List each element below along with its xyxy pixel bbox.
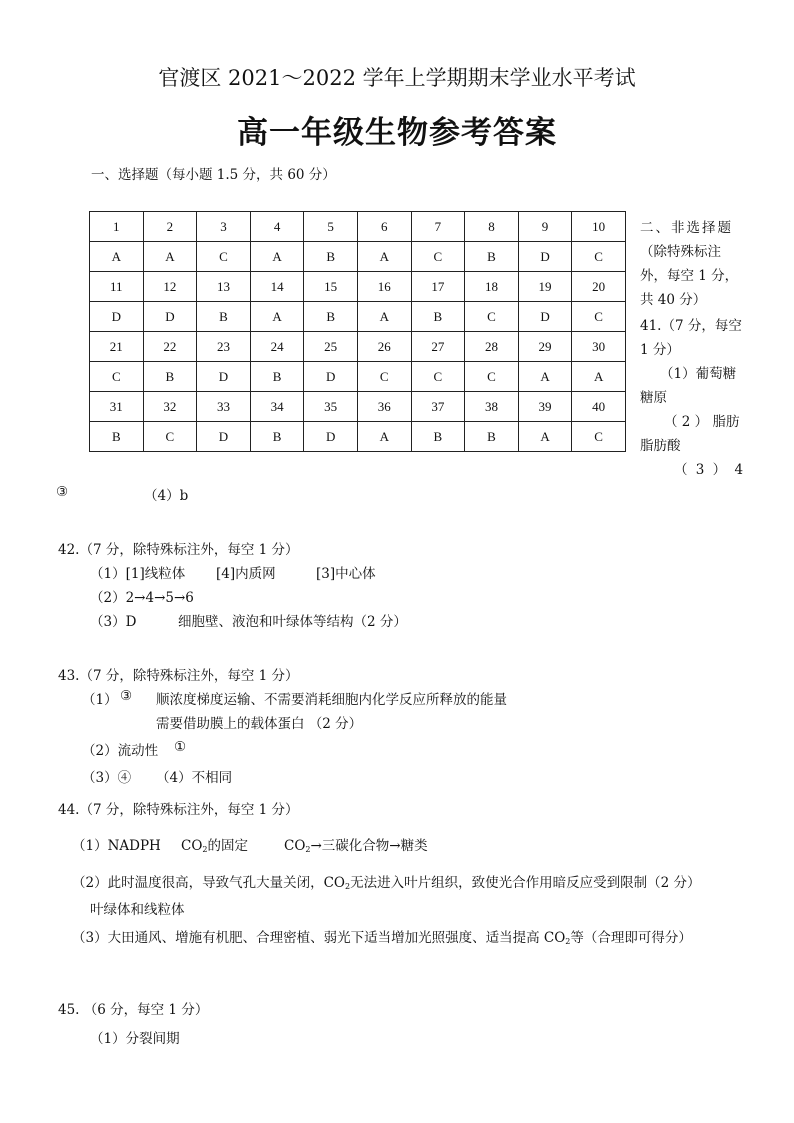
question-number-cell: 6: [357, 212, 411, 242]
question-number-cell: 27: [411, 332, 465, 362]
question-number-cell: 25: [304, 332, 358, 362]
question-number-cell: 36: [357, 392, 411, 422]
q44-line1-b: $CO_2$的固定: [181, 838, 248, 854]
question-number-cell: 31: [90, 392, 144, 422]
document-subtitle: 高一年级生物参考答案: [237, 115, 557, 151]
question-number-cell: 39: [518, 392, 572, 422]
q41-answer-2a: （ 2 ） 脂肪: [664, 414, 740, 430]
question-number-cell: 8: [465, 212, 519, 242]
question-number-cell: 22: [143, 332, 197, 362]
answer-cell: D: [197, 362, 251, 392]
q45-heading: 45. （6 分，每空 1 分）: [58, 1002, 209, 1018]
answer-cell: A: [357, 422, 411, 452]
q42-line1-a: （1）[1]线粒体: [90, 566, 186, 582]
answer-cell: C: [357, 362, 411, 392]
answer-cell: D: [304, 362, 358, 392]
question-number-cell: 30: [572, 332, 626, 362]
answer-cell: A: [250, 242, 304, 272]
q42-line3-b: 细胞壁、液泡和叶绿体等结构（2 分）: [178, 614, 407, 630]
answer-cell: C: [572, 422, 626, 452]
q43-line2-b: ①: [174, 739, 187, 755]
answer-cell: D: [518, 242, 572, 272]
q41-answer-1a: （1）葡萄糖: [660, 366, 737, 382]
q42-line3-a: （3）D: [90, 614, 137, 630]
answer-cell: B: [143, 362, 197, 392]
q44-line1-a: （1）NADPH: [72, 838, 161, 854]
section2-line-3: 外，每空 1 分，: [640, 268, 739, 284]
answer-cell: A: [357, 242, 411, 272]
document-title: 官渡区 2021～2022 学年上学期期末学业水平考试: [158, 66, 636, 90]
answer-cell: A: [572, 362, 626, 392]
q44-line2-b: 叶绿体和线粒体: [90, 902, 185, 918]
question-number-row: [90, 392, 626, 422]
answer-row: [90, 242, 626, 272]
answer-row: [90, 302, 626, 332]
question-number-cell: 37: [411, 392, 465, 422]
question-number-cell: 16: [357, 272, 411, 302]
q44-heading: 44.（7 分，除特殊标注外，每空 1 分）: [58, 802, 299, 818]
answer-cell: D: [518, 302, 572, 332]
question-number-cell: 5: [304, 212, 358, 242]
question-number-cell: 3: [197, 212, 251, 242]
answer-cell: A: [143, 242, 197, 272]
question-number-cell: 11: [90, 272, 144, 302]
answer-cell: C: [411, 362, 465, 392]
section2-line-2: （除特殊标注: [640, 244, 721, 260]
section2-line-4: 共 40 分）: [640, 292, 707, 308]
question-number-cell: 18: [465, 272, 519, 302]
answer-cell: B: [304, 302, 358, 332]
question-number-cell: 12: [143, 272, 197, 302]
answer-cell: B: [250, 362, 304, 392]
question-number-cell: 24: [250, 332, 304, 362]
q44-line3: （3）大田通风、增施有机肥、合理密植、弱光下适当增加光照强度、适当提高 $CO_2$等（合理即可得分）: [72, 930, 692, 946]
answer-row: [90, 422, 626, 452]
answer-cell: B: [197, 302, 251, 332]
answer-cell: C: [465, 362, 519, 392]
answer-cell: B: [465, 422, 519, 452]
answer-table: [89, 211, 626, 452]
question-number-cell: 4: [250, 212, 304, 242]
question-number-row: [90, 272, 626, 302]
q42-heading: 42.（7 分，除特殊标注外，每空 1 分）: [58, 542, 299, 558]
q41-answer-1b: 糖原: [640, 390, 667, 406]
question-number-cell: 9: [518, 212, 572, 242]
answer-cell: C: [90, 362, 144, 392]
question-number-cell: 21: [90, 332, 144, 362]
question-number-cell: 19: [518, 272, 572, 302]
answer-cell: D: [90, 302, 144, 332]
q41-answer-3-cont: ③: [56, 484, 69, 500]
q42-line1-b: [4]内质网: [216, 566, 276, 582]
answer-cell: D: [197, 422, 251, 452]
answer-cell: A: [250, 302, 304, 332]
q41-answer-3-lead: （ 3 ） 4: [674, 462, 744, 478]
question-number-cell: 26: [357, 332, 411, 362]
answer-cell: B: [250, 422, 304, 452]
answer-cell: D: [304, 422, 358, 452]
question-number-cell: 17: [411, 272, 465, 302]
question-number-cell: 32: [143, 392, 197, 422]
question-number-cell: 1: [90, 212, 144, 242]
q41-answer-4: （4）b: [144, 488, 189, 504]
question-number-cell: 2: [143, 212, 197, 242]
answer-cell: A: [90, 242, 144, 272]
answer-row: [90, 362, 626, 392]
answer-cell: C: [572, 302, 626, 332]
question-number-cell: 40: [572, 392, 626, 422]
question-number-cell: 34: [250, 392, 304, 422]
question-number-row: [90, 332, 626, 362]
q43-line1-a: （1）: [82, 692, 118, 708]
answer-cell: C: [572, 242, 626, 272]
answer-cell: B: [411, 422, 465, 452]
question-number-cell: 7: [411, 212, 465, 242]
question-number-cell: 38: [465, 392, 519, 422]
answer-cell: A: [518, 422, 572, 452]
q43-line1-d: 需要借助膜上的载体蛋白 （2 分）: [156, 716, 363, 732]
answer-cell: B: [411, 302, 465, 332]
q44-line2: （2）此时温度很高，导致气孔大量关闭，$CO_2$无法进入叶片组织，致使光合作用暗反应受到限制（2 分）: [72, 875, 701, 891]
answer-cell: B: [90, 422, 144, 452]
question-number-cell: 10: [572, 212, 626, 242]
question-number-cell: 35: [304, 392, 358, 422]
question-number-cell: 14: [250, 272, 304, 302]
answer-cell: D: [143, 302, 197, 332]
q43-line1-c: 顺浓度梯度运输、不需要消耗细胞内化学反应所释放的能量: [156, 692, 507, 708]
q42-line1-c: [3]中心体: [316, 566, 376, 582]
question-number-cell: 13: [197, 272, 251, 302]
answer-cell: B: [304, 242, 358, 272]
q41-answer-2b: 脂肪酸: [640, 438, 681, 454]
q43-line3-a: （3）④: [82, 770, 132, 786]
q44-line1-c: $CO_2\to$三碳化合物→糖类: [284, 838, 428, 854]
answer-cell: C: [197, 242, 251, 272]
q43-line3-b: （4）不相同: [156, 770, 233, 786]
answer-cell: C: [465, 302, 519, 332]
section1-heading: 一、选择题（每小题 1.5 分，共 60 分）: [91, 167, 336, 183]
answer-cell: B: [465, 242, 519, 272]
section2-line-1: 二、非选择题: [640, 220, 733, 236]
q43-line2-a: （2）流动性: [82, 743, 159, 759]
question-number-cell: 28: [465, 332, 519, 362]
question-number-cell: 20: [572, 272, 626, 302]
answer-cell: A: [357, 302, 411, 332]
q43-heading: 43.（7 分，除特殊标注外，每空 1 分）: [58, 668, 299, 684]
question-number-cell: 15: [304, 272, 358, 302]
q42-line2: （2）2→4→5→6: [90, 590, 194, 606]
question-number-row: [90, 212, 626, 242]
q43-line1-b: ③: [120, 688, 133, 704]
question-number-cell: 23: [197, 332, 251, 362]
answer-cell: A: [518, 362, 572, 392]
question-number-cell: 29: [518, 332, 572, 362]
answer-cell: C: [411, 242, 465, 272]
answer-cell: C: [143, 422, 197, 452]
q41-head-2: 1 分）: [640, 342, 680, 358]
question-number-cell: 33: [197, 392, 251, 422]
q41-head-1: 41.（7 分，每空: [640, 318, 742, 334]
q45-line1: （1）分裂间期: [90, 1031, 180, 1047]
